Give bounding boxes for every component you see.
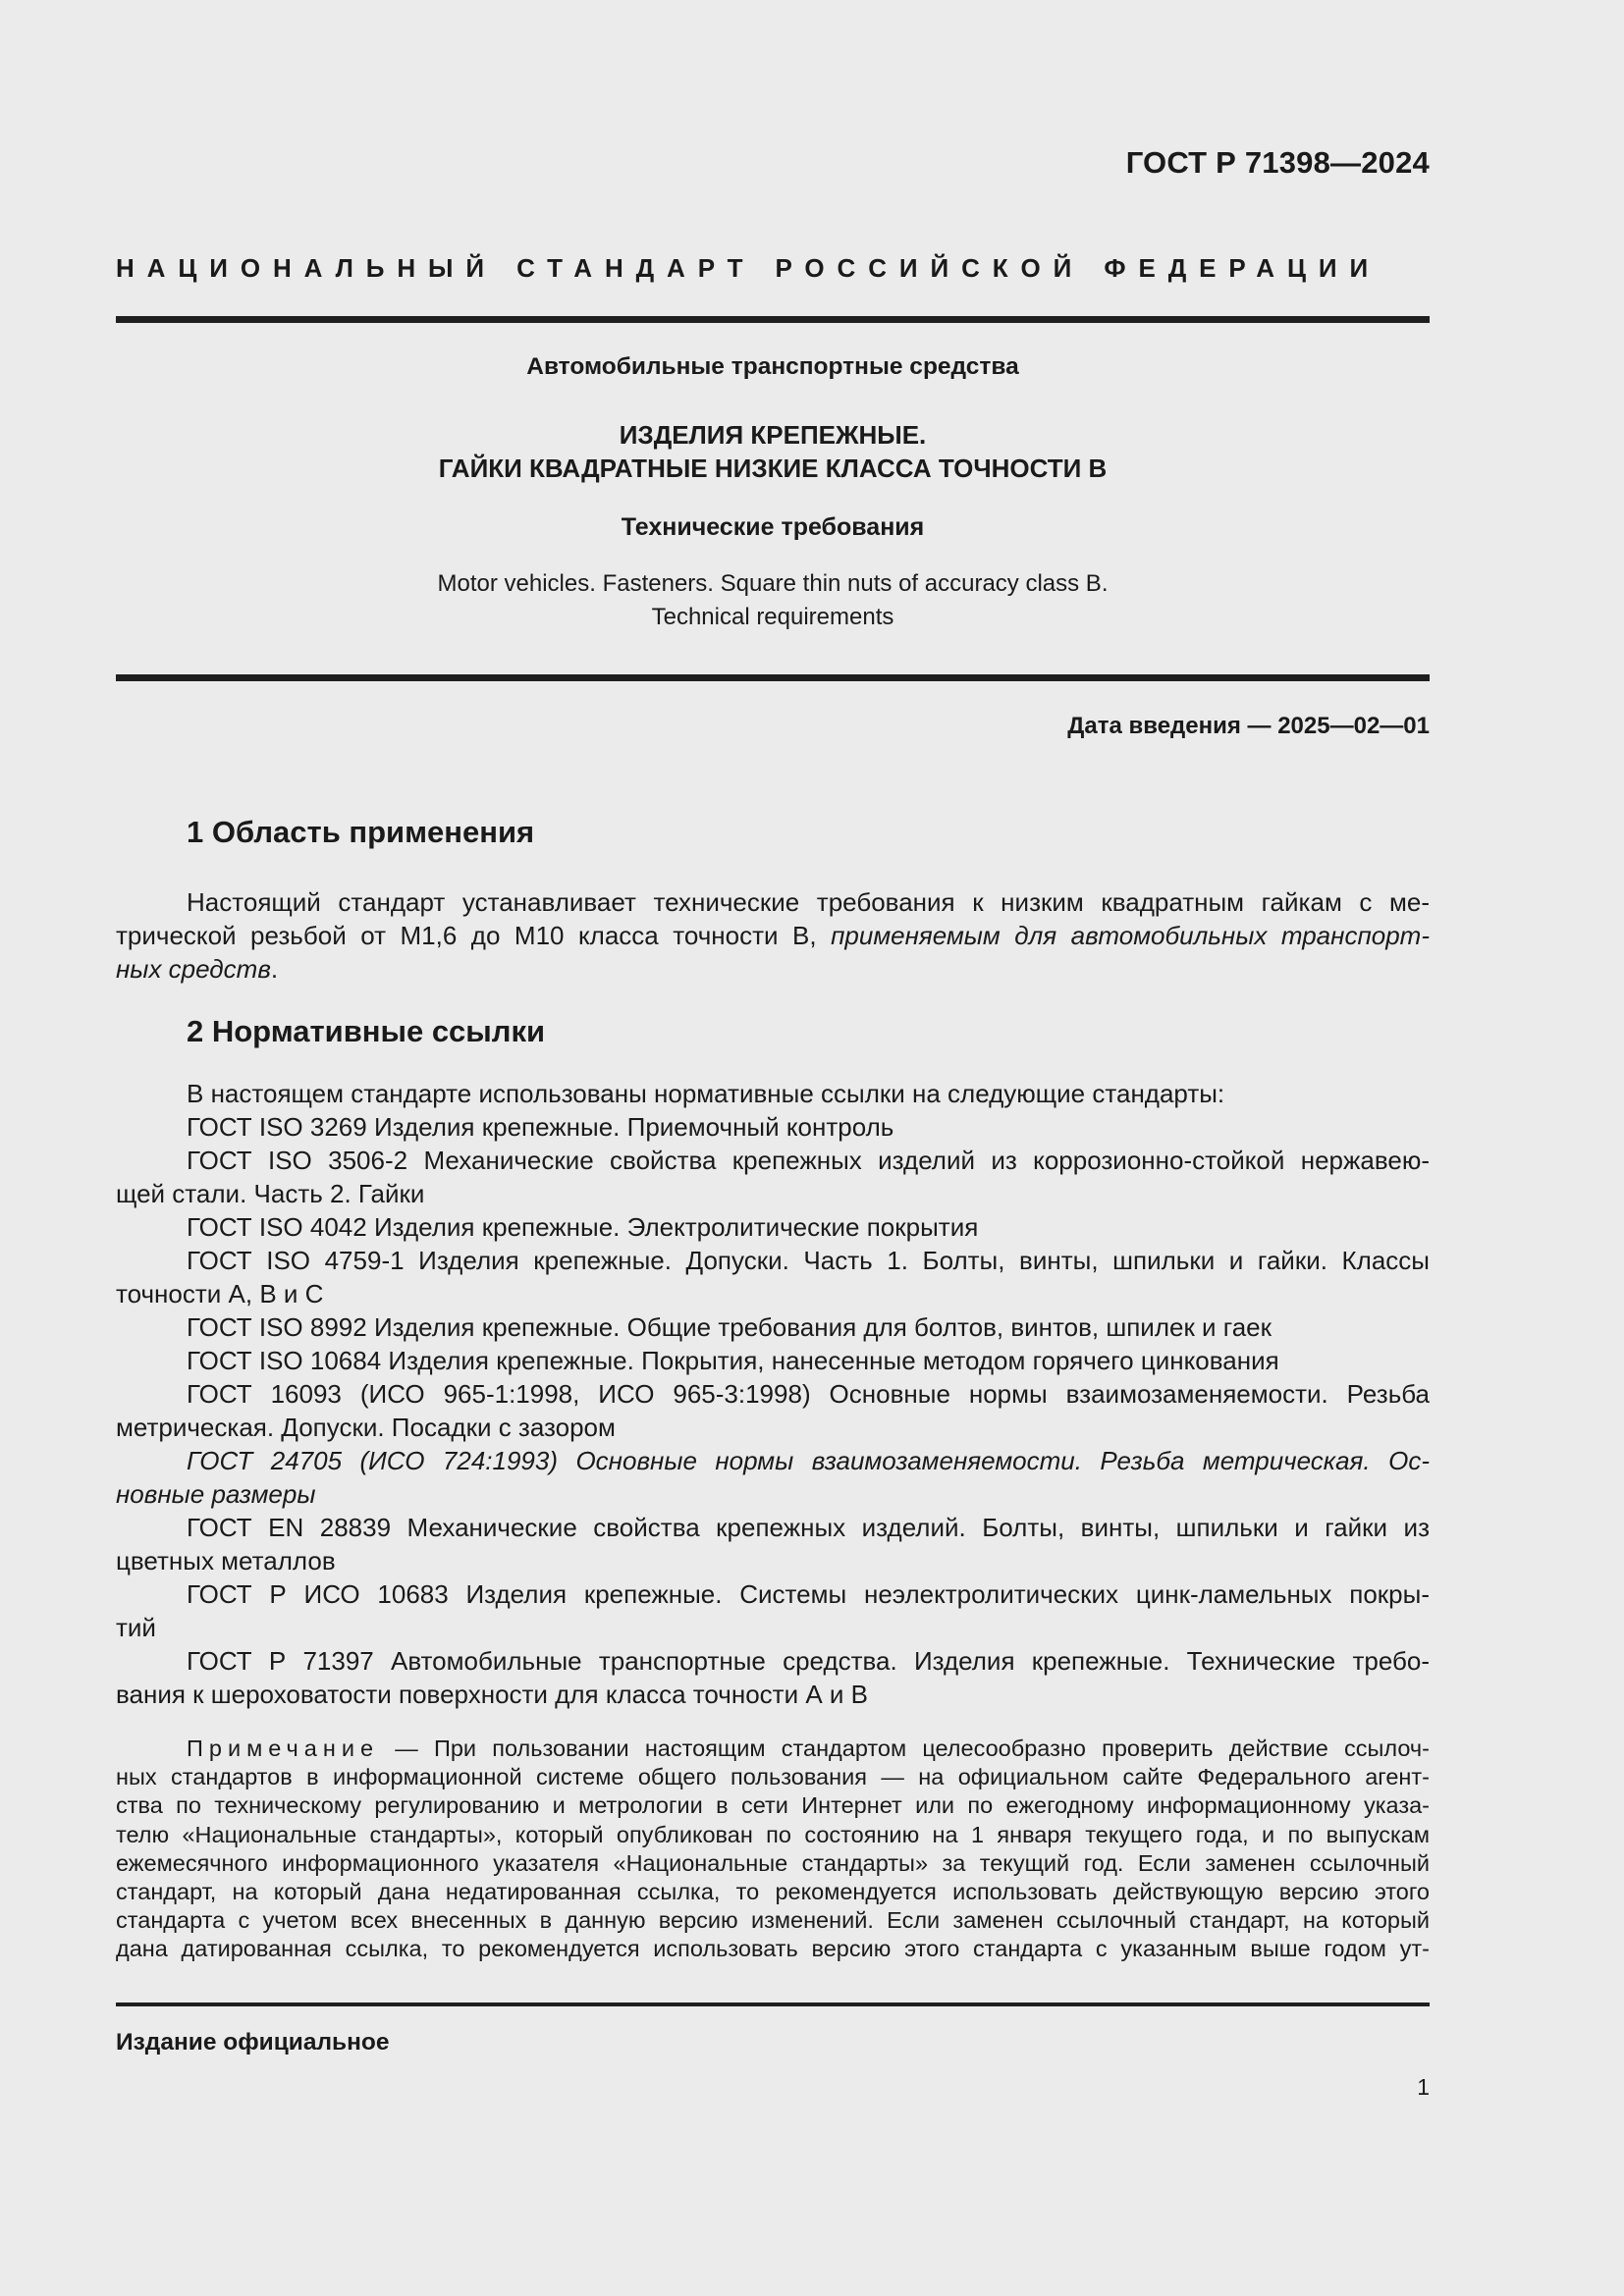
title-name-line-2: ГАЙКИ КВАДРАТНЫЕ НИЗКИЕ КЛАССА ТОЧНОСТИ В xyxy=(438,454,1108,483)
document-number: ГОСТ Р 71398—2024 xyxy=(1125,145,1430,180)
note-label: Примечание xyxy=(187,1735,380,1761)
reference-item-continued: тий xyxy=(116,1613,156,1642)
section-1-line-1: Настоящий стандарт устанавливает технические требования к низким квадратным гайкам с ме- xyxy=(187,887,1430,917)
section-1-line-2 xyxy=(116,919,1430,952)
reference-item-continued: цветных металлов xyxy=(116,1546,336,1575)
reference-item: ГОСТ ISO 4042 Изделия крепежные. Электролитические покрытия xyxy=(187,1212,979,1242)
reference-item: ГОСТ EN 28839 Механические свойства крепежных изделий. Болты, винты, шпильки и гайки из xyxy=(187,1513,1430,1542)
header-rule xyxy=(116,316,1430,323)
reference-item: ГОСТ 16093 (ИСО 965-1:1998, ИСО 965-3:1998) Основные нормы взаимозаменяемости. Резьба xyxy=(187,1379,1430,1409)
title-english-line-2: Technical requirements xyxy=(651,604,894,630)
reference-item-continued: точности А, В и С xyxy=(116,1279,324,1308)
title-english-line-1: Motor vehicles. Fasteners. Square thin nuts of accuracy class B. xyxy=(437,570,1109,597)
section-2-intro: В настоящем стандарте использованы нормативные ссылки на следующие стандарты: xyxy=(187,1079,1225,1108)
reference-item-continued: метрическая. Допуски. Посадки с зазором xyxy=(116,1413,616,1442)
edition-label: Издание официальное xyxy=(116,2029,390,2056)
footer-rule xyxy=(116,2002,1430,2006)
reference-item-continued: щей стали. Часть 2. Гайки xyxy=(116,1179,425,1208)
section-1-body xyxy=(116,885,1430,986)
section-1-line-3-italic: ных средств xyxy=(116,954,271,984)
section-2-body xyxy=(116,1077,1430,1711)
reference-item: ГОСТ 24705 (ИСО 724:1993) Основные нормы взаимозаменяемости. Резьба метрическая. Ос- xyxy=(187,1446,1430,1475)
page-number: 1 xyxy=(1417,2074,1430,2100)
title-subtitle: Технические требования xyxy=(621,513,925,541)
reference-item-continued: новные размеры xyxy=(116,1479,316,1509)
note-line: ежемесячного информационного указателя «Национальные стандарты» за текущий год. Если заменен ссылочный xyxy=(116,1849,1430,1876)
section-1-line-2-plain: трической резьбой от М1,6 до М10 класса точности В, xyxy=(116,921,832,950)
note-line: ства по техническому регулированию и метрологии в сети Интернет или по ежегодному информационному указа- xyxy=(116,1792,1430,1819)
introduction-date: Дата введения — 2025—02—01 xyxy=(1067,713,1430,739)
note-line: ных стандартов в информационной системе общего пользования — на официальном сайте Федерального агент- xyxy=(116,1764,1430,1790)
note-block xyxy=(116,1735,1430,1964)
national-standard-heading: НАЦИОНАЛЬНЫЙ СТАНДАРТ РОССИЙСКОЙ ФЕДЕРАЦИИ xyxy=(116,253,1381,283)
note-line: стандарт, на который дана недатированная ссылка, то рекомендуется использовать действующую версию этого xyxy=(116,1879,1430,1905)
title-category: Автомобильные транспортные средства xyxy=(526,353,1019,380)
section-1-line-3 xyxy=(116,952,1430,986)
title-rule xyxy=(116,674,1430,681)
reference-item: ГОСТ ISO 3269 Изделия крепежные. Приемочный контроль xyxy=(187,1112,894,1142)
reference-item: ГОСТ Р 71397 Автомобильные транспортные средства. Изделия крепежные. Технические требо- xyxy=(187,1646,1430,1676)
reference-item: ГОСТ ISO 3506-2 Механические свойства крепежных изделий из коррозионно-стойкой нержавею- xyxy=(187,1146,1430,1175)
reference-item-continued: вания к шероховатости поверхности для класса точности А и В xyxy=(116,1680,868,1709)
section-2-title: 2 Нормативные ссылки xyxy=(187,1014,546,1048)
title-name xyxy=(116,418,1430,485)
note-line: телю «Национальные стандарты», который опубликован по состоянию на 1 января текущего года, и по выпускам xyxy=(116,1821,1430,1847)
section-1-title: 1 Область применения xyxy=(187,815,535,849)
note-line xyxy=(116,1735,1430,1763)
title-name-line-1: ИЗДЕЛИЯ КРЕПЕЖНЫЕ. xyxy=(619,420,927,450)
reference-item: ГОСТ ISO 10684 Изделия крепежные. Покрытия, нанесенные методом горячего цинкования xyxy=(187,1346,1279,1375)
title-english xyxy=(116,567,1430,634)
note-line-1-text: — При пользовании настоящим стандартом целесообразно проверить действие ссылоч- xyxy=(379,1735,1430,1761)
section-1-line-2-italic: применяемым для автомобильных транспорт- xyxy=(831,921,1430,950)
document-page xyxy=(116,0,1430,2296)
note-line: дана датированная ссылка, то рекомендуется использовать версию этого стандарта с указанным выше годом ут- xyxy=(116,1936,1430,1962)
reference-item: ГОСТ ISO 8992 Изделия крепежные. Общие требования для болтов, винтов, шпилек и гаек xyxy=(187,1312,1272,1342)
reference-item: ГОСТ ISO 4759-1 Изделия крепежные. Допуски. Часть 1. Болты, винты, шпильки и гайки. Классы xyxy=(187,1246,1430,1275)
reference-item: ГОСТ Р ИСО 10683 Изделия крепежные. Системы неэлектролитических цинк-ламельных покры- xyxy=(187,1579,1430,1609)
section-1-line-3-end: . xyxy=(270,954,279,984)
note-line: стандарта с учетом всех внесенных в данную версию изменений. Если заменен ссылочный стандарт, на который xyxy=(116,1907,1430,1934)
